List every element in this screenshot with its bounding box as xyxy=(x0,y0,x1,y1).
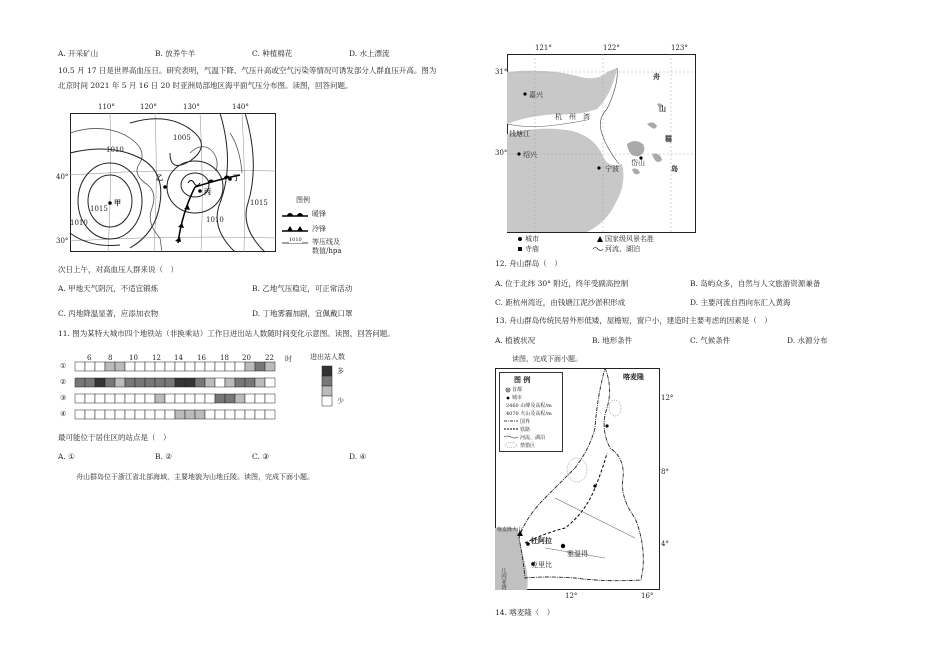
grid-cell xyxy=(175,362,185,371)
subway-grid xyxy=(75,362,285,426)
q10-question: 次日上午，对高血压人群来说（ ） xyxy=(58,265,178,274)
scenic-icon xyxy=(597,236,603,242)
grid-cell xyxy=(175,410,185,419)
grid-cell xyxy=(85,378,95,387)
grid-cell xyxy=(225,378,235,387)
grid-cell xyxy=(255,394,265,403)
grid-cell xyxy=(255,378,265,387)
zs-legend-scenic: 国家级风景名胜 xyxy=(605,235,654,243)
zs-place-zhou-island: 舟 xyxy=(653,72,660,81)
zs-lat-31: 31° xyxy=(495,68,508,76)
pressure-map xyxy=(56,103,350,255)
grid-cell xyxy=(75,410,85,419)
grid-cell xyxy=(265,362,275,371)
point-yi: 乙 xyxy=(156,173,163,182)
cm-place-douala: 杜阿拉 xyxy=(531,536,552,545)
zs-place-zhou: 州 xyxy=(569,113,576,121)
hour-12: 12 xyxy=(152,354,161,362)
lon-label-130: 130° xyxy=(183,103,200,111)
grid-cell xyxy=(125,394,135,403)
grid-cell xyxy=(205,378,215,387)
cm-legend-reserve: 禁猎区 xyxy=(520,443,536,449)
lat-label-40: 40° xyxy=(56,173,69,181)
subway-chart xyxy=(60,350,360,425)
legend-title: 进出站人数 xyxy=(310,353,345,361)
legend-less: 少 xyxy=(337,397,344,405)
grid-cell xyxy=(85,362,95,371)
q9-option-d[interactable]: D. 水上漂流 xyxy=(349,49,390,58)
legend-isobar-line2: 数值/hpa xyxy=(312,247,342,255)
temple-icon xyxy=(517,246,523,252)
grid-cell xyxy=(215,410,225,419)
grid-cell xyxy=(195,394,205,403)
grid-cell xyxy=(95,378,105,387)
grid-cell xyxy=(265,378,275,387)
row-label-1: ① xyxy=(60,362,67,370)
grid-cell xyxy=(125,362,135,371)
isobar-label-1015-b: 1015 xyxy=(250,199,268,207)
point-bing: 丙 xyxy=(204,187,211,196)
isobar-label-1010-c: 1010 xyxy=(206,216,224,224)
q12-question: 12. 舟山群岛（ ） xyxy=(495,259,562,268)
grid-cell xyxy=(125,378,135,387)
hour-10: 10 xyxy=(129,354,138,362)
q13-option-c[interactable]: C. 气候条件 xyxy=(690,336,731,345)
lon-label-110: 110° xyxy=(98,103,115,111)
density-legend xyxy=(322,366,332,406)
grid-cell xyxy=(155,410,165,419)
q13-option-d[interactable]: D. 水源分布 xyxy=(787,336,828,345)
grid-cell xyxy=(135,410,145,419)
grid-cell xyxy=(205,410,215,419)
q12-option-a[interactable]: A. 位于北纬 30° 附近，终年受副高控制 xyxy=(495,279,629,288)
zs-lat-30: 30° xyxy=(495,149,508,157)
hour-14: 14 xyxy=(174,354,183,362)
q13-option-a[interactable]: A. 植被状况 xyxy=(495,336,536,345)
grid-cell xyxy=(185,362,195,371)
grid-cell xyxy=(75,362,85,371)
grid-cell xyxy=(175,378,185,387)
zs-lon-123: 123° xyxy=(671,44,688,52)
zs-lon-121: 121° xyxy=(535,44,552,52)
zs-place-qun: 群 xyxy=(665,134,672,143)
grid-cell xyxy=(75,378,85,387)
grid-cell xyxy=(85,410,95,419)
grid-cell xyxy=(215,362,225,371)
cm-legend-railway: 铁路 xyxy=(520,427,531,433)
grid-cell xyxy=(85,394,95,403)
cm-legend-title: 图 例 xyxy=(514,375,531,384)
grid-cell xyxy=(265,394,275,403)
legend-warm-front: 暖锋 xyxy=(312,210,326,218)
grid-cell xyxy=(115,378,125,387)
grid-cell xyxy=(255,410,265,419)
grid-cell xyxy=(155,394,165,403)
hour-16: 16 xyxy=(197,354,206,362)
grid-cell xyxy=(75,394,85,403)
zs-place-dao: 岛 xyxy=(671,164,678,173)
grid-cell xyxy=(195,378,205,387)
q11-stem: 11. 图为某特大城市四个地铁站（非换乘站）工作日进出站人数随时间变化示意图。读图，回答问题。 xyxy=(58,329,395,338)
legend-more: 多 xyxy=(337,367,344,375)
legend-isobar-value: 1010 xyxy=(289,237,302,243)
q13-option-b[interactable]: B. 地形条件 xyxy=(592,336,633,345)
zs-place-qiantangjiang: 钱塘江 xyxy=(509,130,530,138)
q9-option-b[interactable]: B. 放养牛羊 xyxy=(155,49,196,58)
zs-place-ningbo: 宁波 xyxy=(605,165,619,173)
zs-legend-temple: 寺庙 xyxy=(525,245,539,253)
zs-place-jiaxing: 嘉兴 xyxy=(529,91,543,99)
hour-6: 6 xyxy=(87,354,92,362)
cm-lon-16: 16° xyxy=(641,592,654,600)
zs-legend-city: 城市 xyxy=(525,235,539,243)
grid-cell xyxy=(155,362,165,371)
hour-unit: 时 xyxy=(285,355,292,363)
grid-cell xyxy=(245,378,255,387)
q10-option-c[interactable]: C. 丙地降温显著，应添加衣物 xyxy=(58,309,159,318)
cm-place-kribi: 克里比 xyxy=(531,561,552,569)
cm-legend-capital: 首都 xyxy=(512,387,523,393)
grid-cell xyxy=(245,362,255,371)
q10-option-a[interactable]: A. 甲地天气阴沉，不适宜锻炼 xyxy=(58,284,159,293)
grid-cell xyxy=(135,362,145,371)
grid-cell xyxy=(235,378,245,387)
grid-cell xyxy=(235,410,245,419)
row-label-2: ② xyxy=(60,378,67,386)
zs-place-wan: 湾 xyxy=(583,113,590,121)
grid-cell xyxy=(95,394,105,403)
cm-legend-volcano: 4070 火山及高程/m xyxy=(506,411,552,417)
cm-lat-4: 4° xyxy=(661,540,669,548)
q11-option-c[interactable]: C. ③ xyxy=(252,452,269,461)
grid-cell xyxy=(155,378,165,387)
point-jia: 甲 xyxy=(114,198,121,207)
legend-isobar-line1: 等压线及 xyxy=(312,238,340,246)
zs-legend-river: 河流、湖泊 xyxy=(605,245,640,253)
grid-cell xyxy=(105,362,115,371)
zhoushan-map-drawing xyxy=(507,54,697,234)
grid-cell xyxy=(115,394,125,403)
cm-lat-12: 12° xyxy=(661,394,674,402)
hour-18: 18 xyxy=(220,354,229,362)
q11-question: 最可能位于居住区的站点是（ ） xyxy=(58,433,171,442)
cm-lat-8: 8° xyxy=(661,468,669,476)
q9-option-a[interactable]: A. 开采矿山 xyxy=(58,49,99,58)
row-label-4: ④ xyxy=(60,410,67,418)
cm-place-gulf: 几内亚湾 xyxy=(500,568,506,590)
grid-cell xyxy=(175,394,185,403)
cm-legend-peak: 2460 山峰及高程/m xyxy=(506,403,552,409)
intro-cameroon: 读图，完成下面小题。 xyxy=(512,355,582,363)
cold-front-legend-icon xyxy=(282,225,308,233)
q11-option-a[interactable]: A. ① xyxy=(58,452,75,461)
zs-place-shan: 山 xyxy=(659,104,666,113)
grid-cell xyxy=(115,410,125,419)
city-icon xyxy=(517,236,523,242)
isobar-label-1005: 1005 xyxy=(173,134,191,142)
grid-cell xyxy=(255,362,265,371)
grid-cell xyxy=(95,410,105,419)
grid-cell xyxy=(165,394,175,403)
river-icon xyxy=(593,246,603,252)
grid-cell xyxy=(215,378,225,387)
grid-cell xyxy=(135,378,145,387)
cm-lon-12: 12° xyxy=(565,592,578,600)
grid-cell xyxy=(225,410,235,419)
q13-question: 13. 舟山群岛传统民居外形低矮，屋檐短，窗户小，建造时主要考虑的因素是（ ） xyxy=(495,316,772,325)
grid-cell xyxy=(235,394,245,403)
legend-symbols-icon xyxy=(504,387,518,451)
q12-option-d[interactable]: D. 主要河流自西向东汇入黄海 xyxy=(690,298,791,307)
grid-cell xyxy=(145,362,155,371)
grid-cell xyxy=(165,378,175,387)
isobar-label-1015-a: 1015 xyxy=(90,205,108,213)
grid-cell xyxy=(105,410,115,419)
cm-legend-border: 国界 xyxy=(520,419,531,425)
grid-cell xyxy=(95,362,105,371)
cm-place-volcano: 喀麦隆火山 xyxy=(497,527,523,533)
grid-cell xyxy=(145,378,155,387)
grid-cell xyxy=(135,394,145,403)
grid-cell xyxy=(265,410,275,419)
grid-cell xyxy=(215,394,225,403)
grid-cell xyxy=(145,410,155,419)
zs-place-shaoxing: 绍兴 xyxy=(523,151,537,159)
grid-cell xyxy=(225,394,235,403)
lat-label-30: 30° xyxy=(56,237,69,245)
hour-20: 20 xyxy=(242,354,251,362)
grid-cell xyxy=(125,410,135,419)
q12-option-b[interactable]: B. 岛屿众多，自然与人文旅游资源兼备 xyxy=(690,279,821,288)
grid-cell xyxy=(205,394,215,403)
zs-place-daishan: 岱山 xyxy=(631,159,645,167)
lon-label-140: 140° xyxy=(232,103,249,111)
grid-cell xyxy=(185,378,195,387)
q11-option-b[interactable]: B. ② xyxy=(155,452,173,461)
q10-stem-line1: 10.5 月 17 日是世界高血压日。研究表明，气温下降、气压升高或空气污染等情况可诱发部分人群血压升高。图为 xyxy=(58,66,437,75)
grid-cell xyxy=(235,362,245,371)
q10-option-b[interactable]: B. 乙地气压稳定，可正常活动 xyxy=(252,284,353,293)
cm-title: 喀麦隆 xyxy=(623,372,644,381)
intro-zhoushan: 舟山群岛位于浙江省北部海域，主要地貌为山地丘陵。读图，完成下面小题。 xyxy=(76,473,314,481)
row-label-3: ③ xyxy=(60,394,67,402)
grid-cell xyxy=(115,362,125,371)
hour-22: 22 xyxy=(265,354,274,362)
cameroon-map xyxy=(495,368,674,603)
cm-legend-river: 河流、湖泊 xyxy=(520,435,546,441)
point-ding: 丁 xyxy=(233,173,240,182)
pressure-legend-title: 图例 xyxy=(296,196,310,204)
q9-option-c[interactable]: C. 种植棉花 xyxy=(252,49,293,58)
grid-cell xyxy=(165,362,175,371)
grid-cell xyxy=(105,394,115,403)
legend-cold-front: 冷锋 xyxy=(312,225,326,233)
grid-cell xyxy=(195,362,205,371)
grid-cell xyxy=(225,362,235,371)
cm-place-yaounde: 雅温得 xyxy=(567,550,588,558)
isobar-label-1010-b: 1010 xyxy=(70,219,88,227)
warm-front-legend-icon xyxy=(282,210,308,218)
grid-cell xyxy=(105,378,115,387)
zhoushan-map xyxy=(495,44,695,256)
lon-label-120: 120° xyxy=(140,103,157,111)
zs-place-hang: 杭 xyxy=(555,113,562,121)
hour-8: 8 xyxy=(108,354,113,362)
grid-cell xyxy=(195,410,205,419)
q10-stem-line2: 北京时间 2021 年 5 月 16 日 20 时亚洲局部地区海平面气压分布图。读图，回答问题。 xyxy=(58,81,353,90)
grid-cell xyxy=(145,394,155,403)
grid-cell xyxy=(165,410,175,419)
zs-lon-122: 122° xyxy=(603,44,620,52)
q14-question: 14. 喀麦隆（ ） xyxy=(495,608,555,617)
grid-cell xyxy=(185,410,195,419)
isobar-label-1010-a: 1010 xyxy=(106,146,124,154)
q10-option-d[interactable]: D. 丁地雾霾加剧，宜佩戴口罩 xyxy=(252,309,353,318)
q11-option-d[interactable]: D. ④ xyxy=(349,452,367,461)
grid-cell xyxy=(245,394,255,403)
cm-legend-city: 城市 xyxy=(512,395,523,401)
grid-cell xyxy=(205,362,215,371)
cameroon-legend xyxy=(499,372,563,452)
grid-cell xyxy=(185,394,195,403)
grid-cell xyxy=(245,410,255,419)
q12-option-c[interactable]: C. 距杭州湾近，由钱塘江泥沙淤积形成 xyxy=(495,298,626,307)
